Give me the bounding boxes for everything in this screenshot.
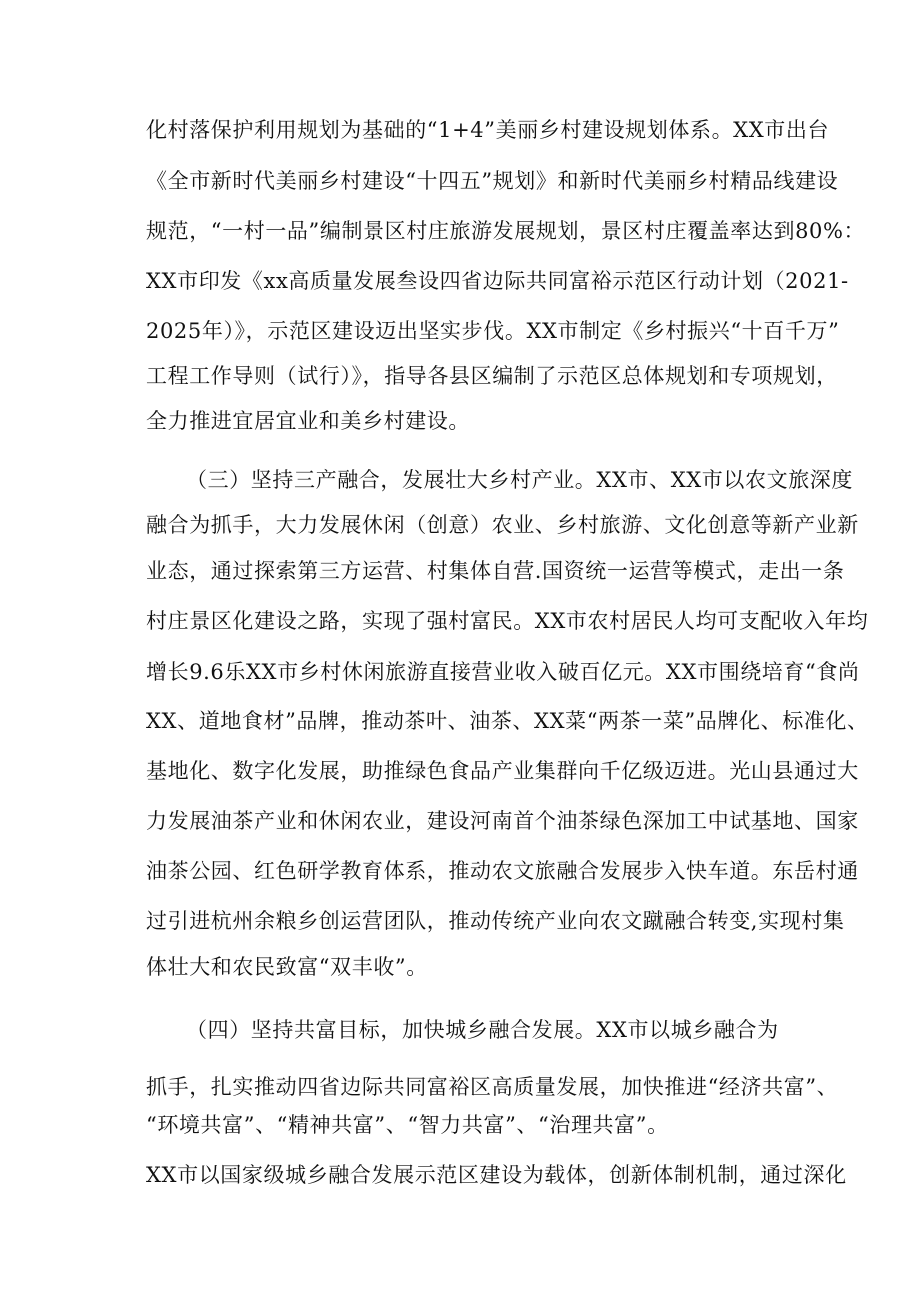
text-line: 基地化、数字化发展，助推绿色食品产业集群向千亿级迈进。光山县通过大 <box>146 759 859 783</box>
text-line: XX市以国家级城乡融合发展示范区建设为载体，创新体制机制，通过深化 <box>146 1163 847 1187</box>
text-line: 2025年）》，示范区建设迈出坚实步伐。XX市制定《乡村振兴“十百千万” <box>146 319 840 343</box>
text-line: 《全市新时代美丽乡村建设“十四五”规划》和新时代美丽乡村精品线建设 <box>146 169 839 193</box>
text-line: 增长9.6乐XX市乡村休闲旅游直接营业收入破百亿元。XX市围绕培育“食尚 <box>146 660 860 684</box>
text-line: 融合为抓手，大力发展休闲（创意）农业、乡村旅游、文化创意等新产业新 <box>146 513 859 537</box>
text-line: “环境共富”、“精神共富”、“智力共富”、“治理共富”。 <box>146 1113 669 1137</box>
text-line: 抓手，扎实推动四省边际共同富裕区高质量发展，加快推进“经济共富”、 <box>146 1075 839 1099</box>
text-line: 体壮大和农民致富“双丰收”。 <box>146 955 428 979</box>
text-line: 规范，“一村一品”编制景区村庄旅游发展规划，景区村庄覆盖率达到80%： <box>146 219 866 243</box>
text-line: XX、道地食材”品牌，推动茶叶、油茶、XX菜“两茶一菜”品牌化、标准化、 <box>146 709 869 733</box>
text-line: 油茶公园、红色研学教育体系，推动农文旅融合发展步入快车道。东岳村通 <box>146 859 859 883</box>
text-line: 过引进杭州余粮乡创运营团队，推动传统产业向农文蹴融合转变,实现村集 <box>146 909 845 933</box>
text-line: 力发展油茶产业和休闲农业，建设河南首个油茶绿色深加工中试基地、国家 <box>146 809 859 833</box>
text-line: 工程工作导则（试行）》，指导各县区编制了示范区总体规划和专项规划， <box>146 364 838 388</box>
text-line: （四）坚持共富目标，加快城乡融合发展。XX市以城乡融合为 <box>186 1018 779 1042</box>
text-line: 全力推进宜居宜业和美乡村建设。 <box>146 409 470 433</box>
text-line: 化村落保护利用规划为基础的“1+4”美丽乡村建设规划体系。XX市出台 <box>146 118 830 142</box>
text-line: XX市印发《xx高质量发展叁设四省边际共同富裕示范区行动计划（2021- <box>146 269 849 293</box>
text-line: （三）坚持三产融合，发展壮大乡村产业。XX市、XX市以农文旅深度 <box>186 468 853 492</box>
text-line: 业态，通过探索第三方运营、村集体自营.国资统一运营等模式，走出一条 <box>146 559 845 583</box>
text-line: 村庄景区化建设之路，实现了强村富民。XX市农村居民人均可支配收入年均 <box>146 609 869 633</box>
